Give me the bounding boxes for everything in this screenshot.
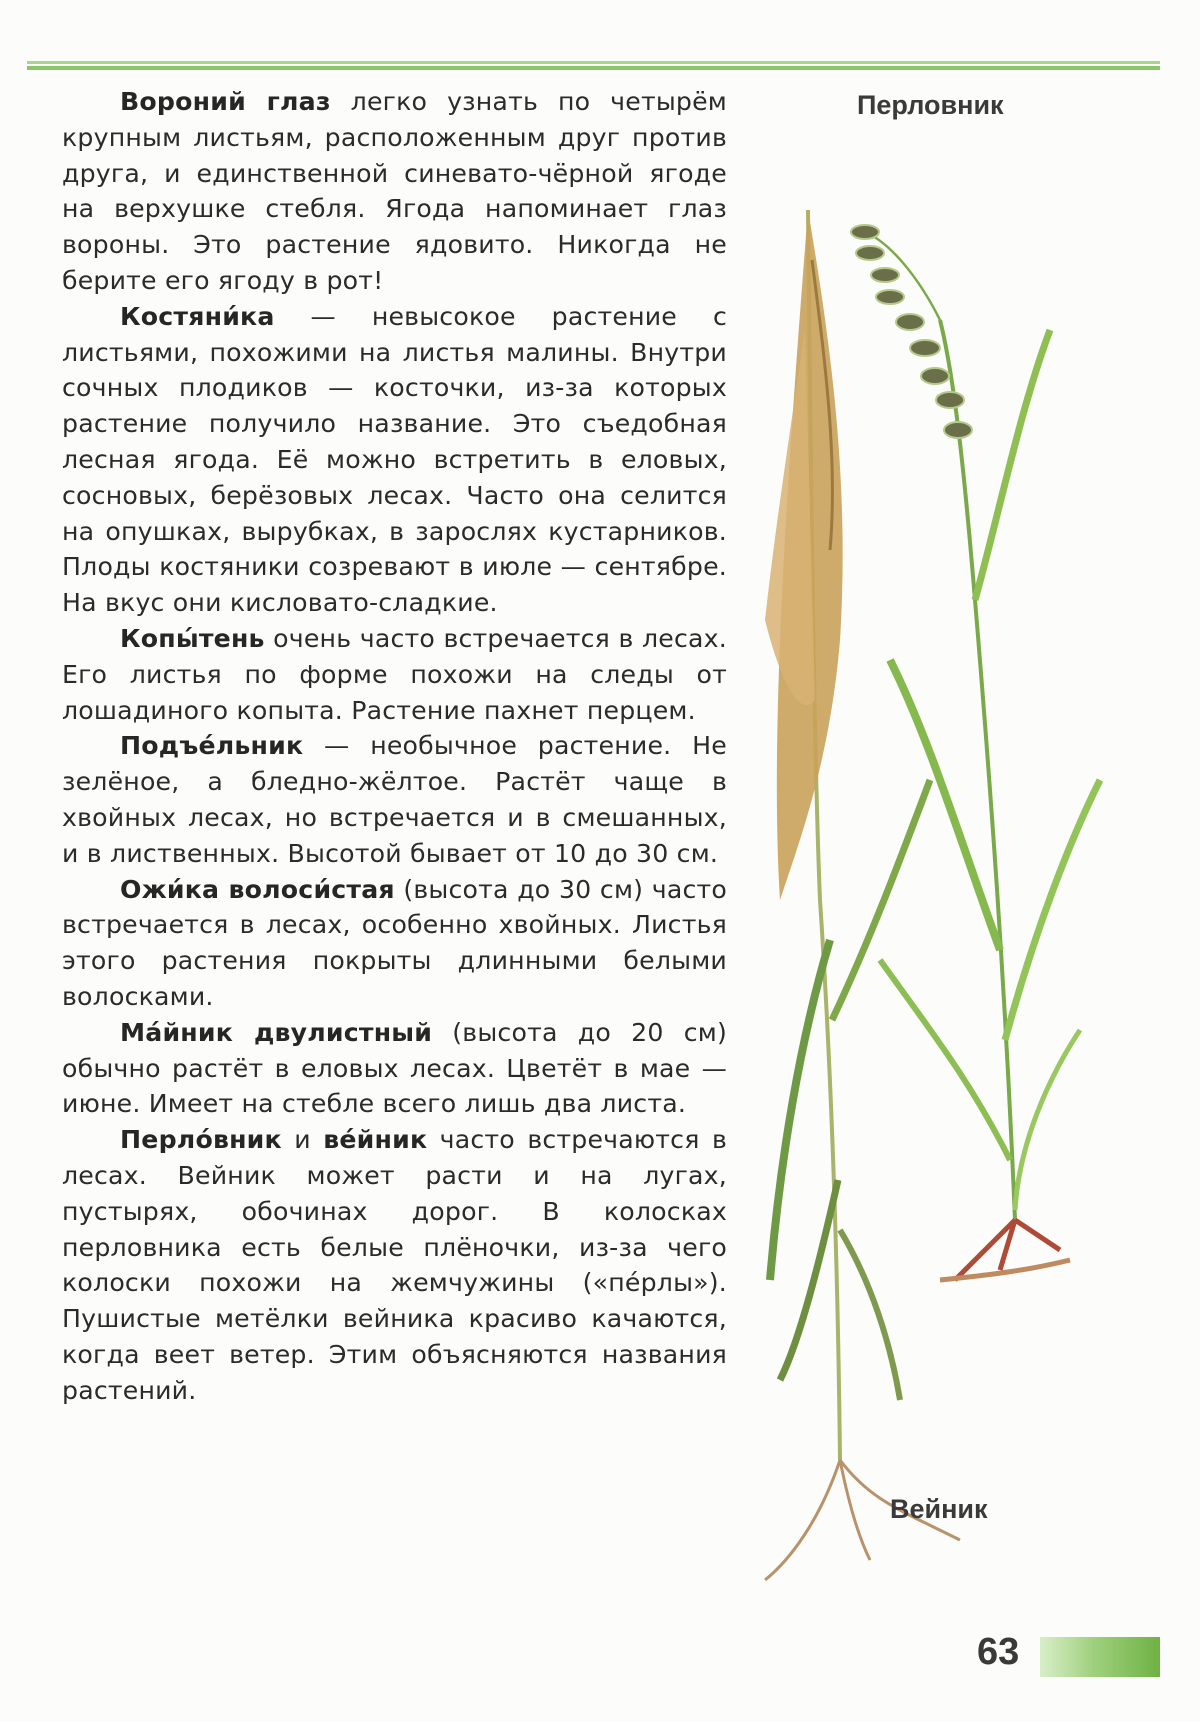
term: Копы́тень <box>120 623 265 653</box>
page-number-bar <box>1040 1637 1160 1677</box>
term: Костяни́ка <box>120 301 275 331</box>
paragraph-maynik: Ма́йник двулистный (высота до 20 см) обычно растёт в еловых лесах. Цветёт в мае — июне. Имеет на стебле всего лишь два листа. <box>62 1017 727 1119</box>
label-veynik: Вейник <box>890 1494 988 1524</box>
perlovnik-plant <box>851 225 1100 1280</box>
paragraph-perlovnik-veynik: Перло́вник и ве́йник часто встречаются в лесах. Вейник может расти и на лугах, пустырях, обочинах дорог. В колосках перловника есть белые плёночки, из-за чего колоски похожи на жемчужины («пе́рлы»). Пушистые метёлки вейника красиво качаются, когда веет ветер. Этим объясняются названия растений. <box>62 1125 728 1405</box>
paragraph-kopyten: Копы́тень очень часто встречается в лесах. Его листья по форме похожи на следы от лошадиного копыта. Растение пахнет перцем. <box>62 623 727 725</box>
term: Ма́йник двулистный <box>120 1017 433 1047</box>
grass-illustration <box>760 80 1120 1610</box>
article-text <box>62 84 727 1408</box>
label-perlovnik: Перловник <box>857 90 1004 120</box>
paragraph-voroniy-glaz: Вороний глаз легко узнать по четырём крупным листьям, расположенным друг против друга, и единственной синевато-чёрной ягоде на верхушке стебля. Ягода напоминает глаз вороны. Это растение ядовито. Никогда не берите его ягоду в рот! <box>62 87 727 295</box>
term: Перло́вник <box>120 1125 282 1155</box>
veynik-plant <box>765 210 960 1580</box>
term: Подъе́льник <box>120 731 304 761</box>
paragraph-kostyanika: Костяни́ка — невысокое растение с листьями, похожими на листья малины. Внутри сочных плодиков — косточки, из-за которых растение получило название. Это съедобная лесная ягода. Её можно встретить в еловых, сосновых, берёзовых лесах. Часто она селится на опушках, вырубках, в зарослях кустарников. Плоды костяники созревают в июле — сентябре. На вкус они кисловато-сладкие. <box>62 301 727 618</box>
page-number: 63 <box>977 1631 1020 1673</box>
paragraph-ozhika: Ожи́ка волоси́стая (высота до 30 см) часто встречается в лесах, особенно хвойных. Листья этого растения покрыты длинными белыми волосками. <box>62 874 727 1011</box>
term: Ожи́ка волоси́стая <box>120 874 395 904</box>
term: ве́йник <box>323 1125 428 1155</box>
top-divider <box>27 61 1160 70</box>
paragraph-podelnik: Подъе́льник — необычное растение. Не зелёное, а бледно-жёлтое. Растёт чаще в хвойных лесах, но встречается и в смешанных, и в лиственных. Высотой бывает от 10 до 30 см. <box>62 731 727 868</box>
term: Вороний глаз <box>120 87 331 116</box>
